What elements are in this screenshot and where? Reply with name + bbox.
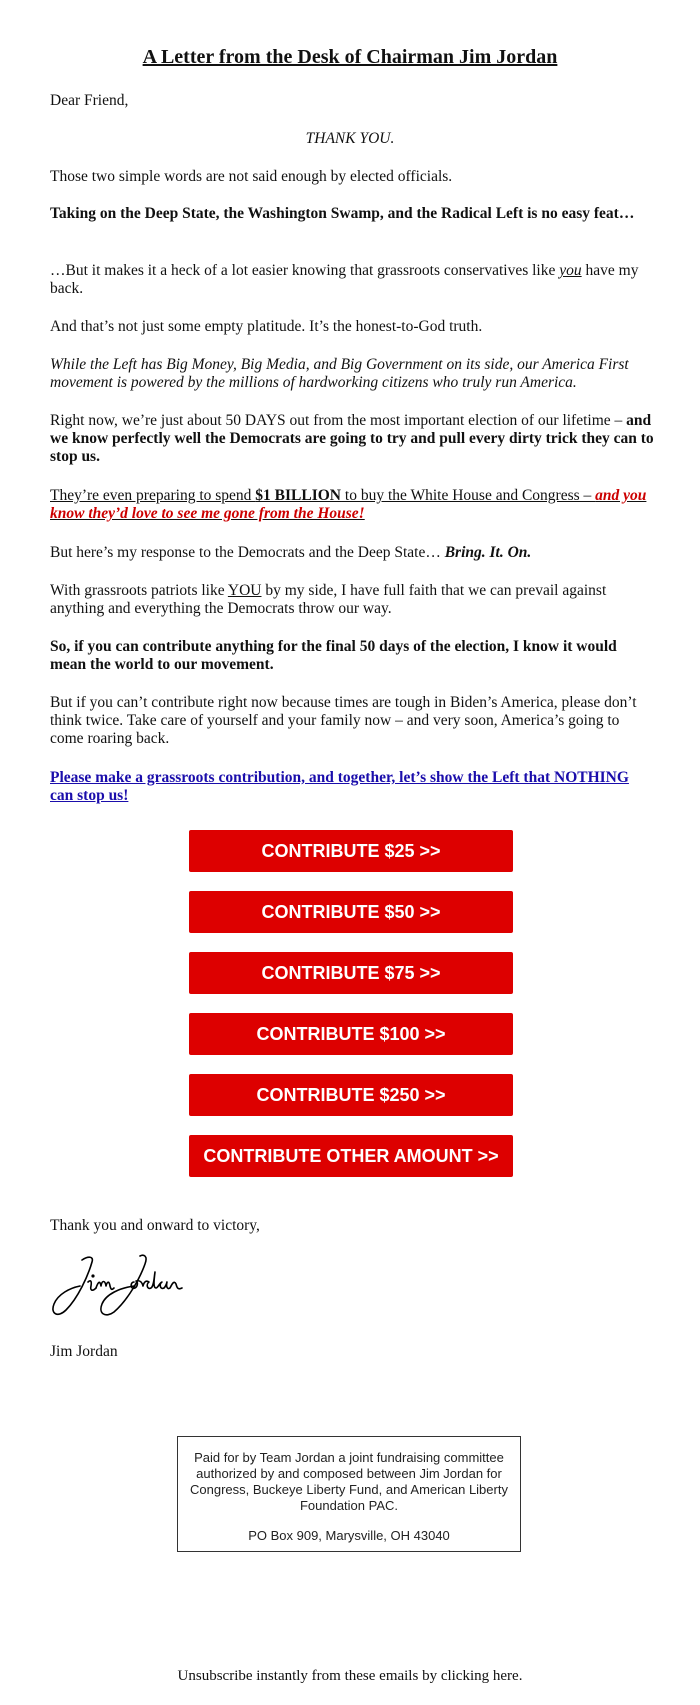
contribute-50-button[interactable]: CONTRIBUTE $50 >> — [189, 891, 513, 933]
mailing-address: PO Box 909, Marysville, OH 43040 — [248, 1528, 450, 1543]
contribute-250-button[interactable]: CONTRIBUTE $250 >> — [189, 1074, 513, 1116]
paragraph-9: With grassroots patriots like YOU by my side, I have full faith that we can prevail against anything and everything the Democrats throw our way. — [50, 582, 607, 617]
greeting: Dear Friend, — [50, 92, 129, 109]
paragraph-5: While the Left has Big Money, Big Media, and Big Government on its side, our America First movement is powered by the millions of hardworking citizens who truly run America. — [50, 356, 629, 391]
paragraph-8: But here’s my response to the Democrats and the Deep State… Bring. It. On. — [50, 544, 532, 561]
contribute-25-button[interactable]: CONTRIBUTE $25 >> — [189, 830, 513, 872]
paid-for-disclaimer-box — [177, 1436, 521, 1552]
signature-image — [48, 1248, 208, 1320]
paragraph-3: …But it makes it a heck of a lot easier knowing that grassroots conservatives like you have my back. — [50, 262, 639, 297]
paragraph-7: They’re even preparing to spend $1 BILLION to buy the White House and Congress – and you know they’d love to see me gone from the House! — [50, 487, 647, 522]
contribution-link[interactable]: Please make a grassroots contribution, and together, let’s show the Left that NOTHING can stop us! — [50, 769, 629, 804]
contribute-other-amount-button[interactable]: CONTRIBUTE OTHER AMOUNT >> — [189, 1135, 513, 1177]
thank-you-line: THANK YOU. — [305, 130, 395, 147]
unsubscribe-link[interactable]: Unsubscribe instantly from these emails by clicking here. — [177, 1668, 523, 1684]
closing-line: Thank you and onward to victory, — [50, 1217, 260, 1234]
signed-name: Jim Jordan — [50, 1343, 118, 1360]
paragraph-4: And that’s not just some empty platitude. It’s the honest-to-God truth. — [50, 318, 483, 335]
contribute-75-button[interactable]: CONTRIBUTE $75 >> — [189, 952, 513, 994]
paragraph-11: But if you can’t contribute right now because times are tough in Biden’s America, please don’t think twice. Take care of yourself and your family now – and very soon, America’s going to come roaring back. — [50, 694, 637, 747]
red-emphasis: and you know they’d love to see me gone from the House! — [50, 487, 647, 522]
paragraph-6: Right now, we’re just about 50 DAYS out from the most important election of our lifetime – and we know perfectly well the Democrats are going to try and pull every dirty trick they can to stop us. — [50, 412, 654, 465]
contribute-100-button[interactable]: CONTRIBUTE $100 >> — [189, 1013, 513, 1055]
paragraph-10: So, if you can contribute anything for the final 50 days of the election, I know it would mean the world to our movement. — [50, 638, 617, 673]
letter-title: A Letter from the Desk of Chairman Jim Jordan — [142, 46, 558, 68]
disclaimer-text: Paid for by Team Jordan a joint fundraising committee authorized by and composed between Jim Jordan for Congress, Buckeye Liberty Fund, and American Liberty Foundation PAC. — [190, 1450, 508, 1513]
paragraph-1: Those two simple words are not said enough by elected officials. — [50, 168, 453, 185]
paragraph-2: Taking on the Deep State, the Washington Swamp, and the Radical Left is no easy feat… — [50, 205, 635, 222]
emphasis-you: you — [559, 262, 582, 279]
